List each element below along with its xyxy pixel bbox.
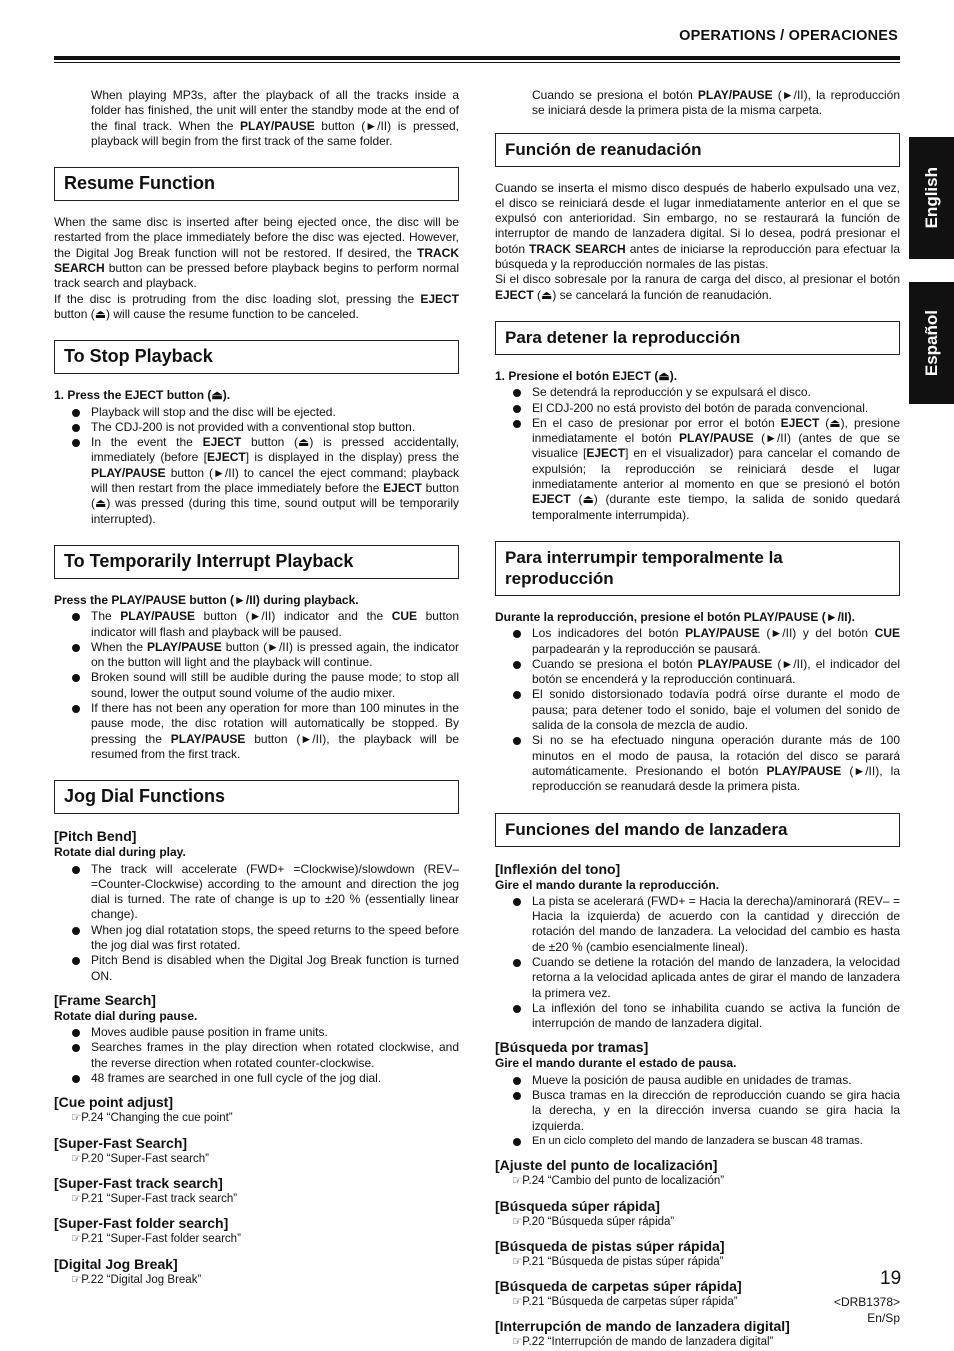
- text-run: La inflexión del tono se inhabilita cuando se activa la función de interrupción de mando de lanzadera digital.: [532, 1000, 900, 1031]
- page-reference: ☞P.20 “Búsqueda súper rápida”: [512, 1215, 675, 1228]
- bold-term: TRACK SEARCH: [54, 245, 459, 276]
- bullet-item: [495, 657, 900, 688]
- subheading-instruction: Rotate dial during pause.: [54, 1008, 198, 1023]
- bullet-list: [54, 405, 459, 527]
- section-title-jog: Jog Dial Functions: [54, 780, 459, 814]
- bold-term: PLAY/PAUSE: [766, 763, 842, 778]
- section-title-resume: Resume Function: [54, 167, 459, 201]
- bullet-item: [495, 401, 900, 416]
- bold-term: CUE: [874, 626, 900, 641]
- text-run: 48 frames are searched in one full cycle of the jog dial.: [91, 1071, 382, 1086]
- text-run: El CDJ-200 no está provisto del botón de parada convencional.: [532, 400, 869, 415]
- text-run: If the disc is protruding from the disc loading slot, pressing the: [54, 291, 421, 306]
- subheading-pitch-bend: [Inflexión del tono]: [495, 860, 621, 877]
- step-instruction: 1. Press the EJECT button (⏏).: [54, 388, 231, 403]
- bold-term: CUE: [391, 609, 418, 624]
- reference-heading: [Super-Fast track search]: [54, 1174, 223, 1191]
- bullet-item: [54, 862, 459, 923]
- intro-paragraph: [54, 88, 459, 149]
- bullet-item: [495, 1001, 900, 1032]
- bold-term: EJECT: [780, 415, 820, 430]
- reference-list: [54, 1094, 459, 1287]
- bold-term: PLAY/PAUSE: [678, 431, 754, 446]
- page-reference: ☞P.21 “Búsqueda de pistas súper rápida”: [512, 1255, 724, 1268]
- resume-paragraph-2: [54, 292, 459, 323]
- text-run: button (⏏) was pressed (during this time, sound output will be temporarily interrupted).: [91, 481, 459, 526]
- subheading-instruction: Gire el mando durante el estado de pausa.: [495, 1056, 737, 1071]
- page-reference: ☞P.21 “Búsqueda de carpetas súper rápida”: [512, 1296, 738, 1309]
- text-run: When the: [91, 639, 148, 654]
- text-run: The CDJ-200 is not provided with a conventional stop button.: [91, 419, 416, 434]
- text-run: button (►/II) is pressed, playback will begin from the first track of the same folder.: [91, 118, 460, 148]
- text-run: The: [91, 609, 121, 624]
- bold-term: EJECT: [420, 291, 459, 306]
- section-title-stop: To Stop Playback: [54, 340, 459, 374]
- text-run: button (►/II), the playback will be resumed from the first track.: [91, 731, 459, 761]
- text-run: When jog dial rotatation stops, the speed returns to the speed before the jog dial was first rotated.: [91, 922, 459, 952]
- text-run: ] is displayed in the display) press the: [245, 450, 460, 465]
- reference-heading: [Ajuste del punto de localización]: [495, 1157, 718, 1174]
- bullet-list: [54, 609, 459, 762]
- subheading-frame-search: [Frame Search]: [54, 991, 156, 1008]
- text-run: Los indicadores del botón: [532, 626, 686, 641]
- text-run: Cuando se presiona el botón: [532, 656, 698, 671]
- subheading-pitch-bend: [Pitch Bend]: [54, 828, 137, 845]
- text-run: (►/II), el indicador del botón se encenderá y la reproducción continuará.: [532, 656, 900, 687]
- doc-language: En/Sp: [867, 1311, 900, 1325]
- text-run: Playback will stop and the disc will be ejected.: [91, 404, 336, 419]
- spanish-column: [495, 88, 900, 1351]
- text-run: (►/II) y del botón: [759, 626, 875, 641]
- reference-heading: [Búsqueda súper rápida]: [495, 1197, 660, 1214]
- step-instruction: Durante la reproducción, presione el botón PLAY/PAUSE (►/II).: [495, 609, 855, 624]
- page-reference: ☞P.22 “Digital Jog Break”: [71, 1273, 202, 1286]
- text-run: Moves audible pause position in frame units.: [91, 1025, 328, 1040]
- resume-paragraph: [495, 181, 900, 273]
- reference-heading: [Super-Fast Search]: [54, 1134, 188, 1151]
- text-run: The track will accelerate (FWD+ =Clockwise)/slowdown (REV– =Counter-Clockwise) according to the amount and direction the jog dial is turned. The rate of change is up to ±20 % (essentially linear change).: [91, 861, 459, 922]
- bullet-item: [495, 733, 900, 794]
- bold-term: PLAY/PAUSE: [697, 88, 773, 102]
- reference-heading: [Interrupción de mando de lanzadera digital]: [495, 1318, 790, 1335]
- text-run: Broken sound will still be audible during the pause mode; to stop all sound, lower the output sound volume of the audio mixer.: [91, 670, 459, 700]
- text-run: button indicator will flash and playback will be paused.: [91, 609, 459, 639]
- text-run: Se detendrá la reproducción y se expulsará el disco.: [532, 385, 811, 400]
- text-run: La pista se acelerará (FWD+ = Hacia la derecha)/aminorará (REV– = Hacia la izquierda) de acuerdo con la cantidad y dirección de rotación del mando de lanzadera. La velocidad del cambio es hasta de ±20 % (cambio esencialmente lineal).: [532, 893, 900, 954]
- text-run: If there has not been any operation for more than 100 minutes in the pause mode, the disc rotation will automatically be stopped. By pressing the: [91, 701, 459, 746]
- bold-term: PLAY/PAUSE: [120, 609, 195, 624]
- tab-english: English: [909, 137, 954, 259]
- page-reference: ☞P.24 “Changing the cue point”: [71, 1112, 233, 1125]
- text-run: When playing MP3s, after the playback of all the tracks inside a folder has finished, the unit will enter the standby mode at the end of the final track. When the: [91, 88, 459, 133]
- step-instruction: Press the PLAY/PAUSE button (►/II) during playback.: [54, 592, 359, 607]
- bullet-item: [54, 1025, 459, 1040]
- bullet-list: [54, 1025, 459, 1086]
- resume-paragraph-2: [495, 272, 900, 303]
- text-run: Si el disco sobresale por la ranura de carga del disco, al presionar el botón: [495, 272, 900, 287]
- resume-paragraph: [54, 215, 459, 291]
- text-run: Cuando se detiene la rotación del mando de lanzadera, la velocidad retorna a la velocidad aplicada antes de girar el mando de lanzadera la primera vez.: [532, 954, 900, 1000]
- text-run: En el caso de presionar por error el botón: [532, 415, 781, 430]
- text-run: (⏏), presione inmediatamente el botón: [532, 415, 900, 446]
- text-run: button (►/II) is pressed again, the indicator on the button will light and the playback will continue.: [91, 639, 459, 670]
- text-run: When the same disc is inserted after being ejected once, the disc will be restarted from the place immediately before the disc was ejected. However, the Digital Jog Break function will not be restored. If desired, the: [54, 215, 459, 260]
- text-run: button (⏏) will cause the resume function to be canceled.: [54, 306, 359, 321]
- bullet-item: [495, 955, 900, 1001]
- page-header-title: OPERATIONS / OPERACIONES: [679, 28, 898, 44]
- bullet-item: [495, 416, 900, 523]
- bold-term: EJECT: [532, 492, 571, 507]
- bullet-item: [54, 609, 459, 640]
- page-reference: ☞P.24 “Cambio del punto de localización”: [512, 1175, 725, 1188]
- bullet-list: [495, 385, 900, 523]
- bold-term: TRACK SEARCH: [529, 241, 626, 256]
- bold-term: PLAY/PAUSE: [697, 656, 773, 671]
- document-code: [834, 1294, 900, 1326]
- header-rule: [54, 56, 900, 60]
- text-run: (►/II), la reproducción se iniciará desde la primera pista de la misma carpeta.: [532, 88, 901, 118]
- bullet-item: [54, 953, 459, 984]
- text-run: ] en el visualizador) para cancelar el comando de expulsión; la reproducción se reiniciará desde el lugar inmediatamente anterior al momento en que se presionó el botón: [532, 446, 901, 492]
- header-rule-thin: [54, 62, 900, 63]
- bold-term: PLAY/PAUSE: [91, 465, 166, 480]
- reference-heading: [Digital Jog Break]: [54, 1255, 178, 1272]
- section-title-interrupt: To Temporarily Interrupt Playback: [54, 545, 459, 579]
- text-run: parpadearán y la reproducción se pausará.: [532, 641, 761, 656]
- section-title-interrupt: Para interrumpir temporalmente la reproducción: [495, 541, 900, 596]
- section-title-stop: Para detener la reproducción: [495, 321, 900, 355]
- text-run: Cuando se presiona el botón: [532, 88, 698, 102]
- reference-heading: [Búsqueda de carpetas súper rápida]: [495, 1278, 742, 1295]
- text-run: Cuando se inserta el mismo disco después de haberlo expulsado una vez, el disco se reiniciará desde el lugar inmediatamente anterior en el que se expulsó con anterioridad. Sin embargo, no se restaurará la función de interruptor de mando de lanzadera digital. Si lo desea, podrá presionar el botón: [495, 180, 900, 256]
- text-run: (⏏) (durante este tiempo, la salida de sonido quedará temporalmente interrumpida).: [532, 492, 900, 522]
- bold-term: EJECT: [202, 435, 242, 450]
- bullet-item: [54, 1040, 459, 1071]
- text-run: Searches frames in the play direction when rotated clockwise, and the reverse direction when rotated counter-clockwise.: [91, 1040, 459, 1070]
- bullet-list: [495, 894, 900, 1032]
- page-number: 19: [880, 1268, 902, 1289]
- text-run: El sonido distorsionado todavía podrá oírse durante el modo de pausa; para detener todo el sonido, baje el volumen del sonido de salida de la consola de mezcla de audio.: [532, 687, 900, 733]
- english-column: [54, 88, 459, 1288]
- text-run: antes de iniciarse la reproducción para efectuar la búsqueda y la reproducción normales de las pistas.: [495, 241, 900, 272]
- bold-term: EJECT: [207, 450, 246, 465]
- section-title-resume: Función de reanudación: [495, 133, 900, 167]
- text-run: button (⏏) is pressed accidentally, immediately (before [: [91, 435, 459, 465]
- bold-term: PLAY/PAUSE: [685, 626, 760, 641]
- bullet-item: [54, 405, 459, 420]
- bullet-item: [495, 626, 900, 657]
- bold-term: PLAY/PAUSE: [147, 639, 222, 654]
- page-reference: ☞P.20 “Super-Fast search”: [71, 1152, 209, 1165]
- bold-term: EJECT: [586, 446, 626, 461]
- bullet-item: [54, 670, 459, 701]
- reference-heading: [Cue point adjust]: [54, 1094, 173, 1111]
- intro-paragraph: [495, 88, 900, 119]
- text-run: Si no se ha efectuado ninguna operación durante más de 100 minutos en el modo de pausa, la rotación del disco se parará automáticamente. Presionando el botón: [532, 733, 900, 778]
- bullet-list: [54, 862, 459, 984]
- page-reference: ☞P.22 “Interrupción de mando de lanzadera digital”: [512, 1336, 774, 1349]
- bullet-item: [495, 1073, 900, 1088]
- bullet-item: [495, 894, 900, 955]
- bold-term: PLAY/PAUSE: [170, 731, 246, 746]
- text-run: Busca tramas en la dirección de reproducción cuando se gira hacia la derecha, y en la dirección inversa cuando se gira hacia la izquierda.: [532, 1088, 900, 1133]
- bold-term: EJECT: [495, 287, 534, 302]
- bullet-item: [495, 385, 900, 400]
- bullet-item: [495, 1088, 900, 1134]
- reference-heading: [Super-Fast folder search]: [54, 1215, 229, 1232]
- section-title-jog: Funciones del mando de lanzadera: [495, 813, 900, 847]
- bullet-item: [495, 1134, 900, 1149]
- text-run: button can be pressed before playback begins to perform normal track search and playback.: [54, 261, 459, 291]
- bullet-item: [54, 1071, 459, 1086]
- bullet-item: [495, 687, 900, 733]
- subheading-frame-search: [Búsqueda por tramas]: [495, 1039, 649, 1056]
- tab-espanol: Español: [909, 282, 954, 404]
- bold-term: EJECT: [383, 481, 422, 496]
- text-run: button (►/II) indicator and the: [194, 609, 392, 624]
- text-run: button (►/II) to cancel the eject command; playback will then restart from the place immediately before the: [91, 465, 459, 496]
- bullet-item: [54, 640, 459, 671]
- text-run: Pitch Bend is disabled when the Digital Jog Break function is turned ON.: [91, 953, 459, 983]
- text-run: (►/II), la reproducción se reanudará desde la primera pista.: [532, 763, 900, 794]
- reference-heading: [Búsqueda de pistas súper rápida]: [495, 1237, 725, 1254]
- bullet-item: [54, 701, 459, 762]
- text-run: (►/II) (antes de que se visualice [: [532, 431, 900, 461]
- subheading-instruction: Rotate dial during play.: [54, 845, 186, 860]
- doc-code: <DRB1378>: [833, 1295, 900, 1309]
- page-reference: ☞P.21 “Super-Fast folder search”: [71, 1233, 241, 1246]
- step-instruction: 1. Presione el botón EJECT (⏏).: [495, 368, 678, 383]
- bullet-item: [54, 420, 459, 435]
- text-run: (⏏) se cancelará la función de reanudación.: [533, 287, 772, 302]
- bullet-list: [495, 626, 900, 794]
- text-run: Mueve la posición de pausa audible en unidades de tramas.: [532, 1072, 852, 1087]
- bullet-list: [495, 1073, 900, 1149]
- bullet-item: [54, 923, 459, 954]
- text-run: In the event the: [91, 435, 203, 450]
- bold-term: PLAY/PAUSE: [240, 118, 315, 133]
- text-run: En un ciclo completo del mando de lanzadera se buscan 48 tramas.: [532, 1134, 863, 1147]
- page-reference: ☞P.21 “Super-Fast track search”: [71, 1192, 238, 1205]
- subheading-instruction: Gire el mando durante la reproducción.: [495, 877, 720, 892]
- bullet-item: [54, 435, 459, 527]
